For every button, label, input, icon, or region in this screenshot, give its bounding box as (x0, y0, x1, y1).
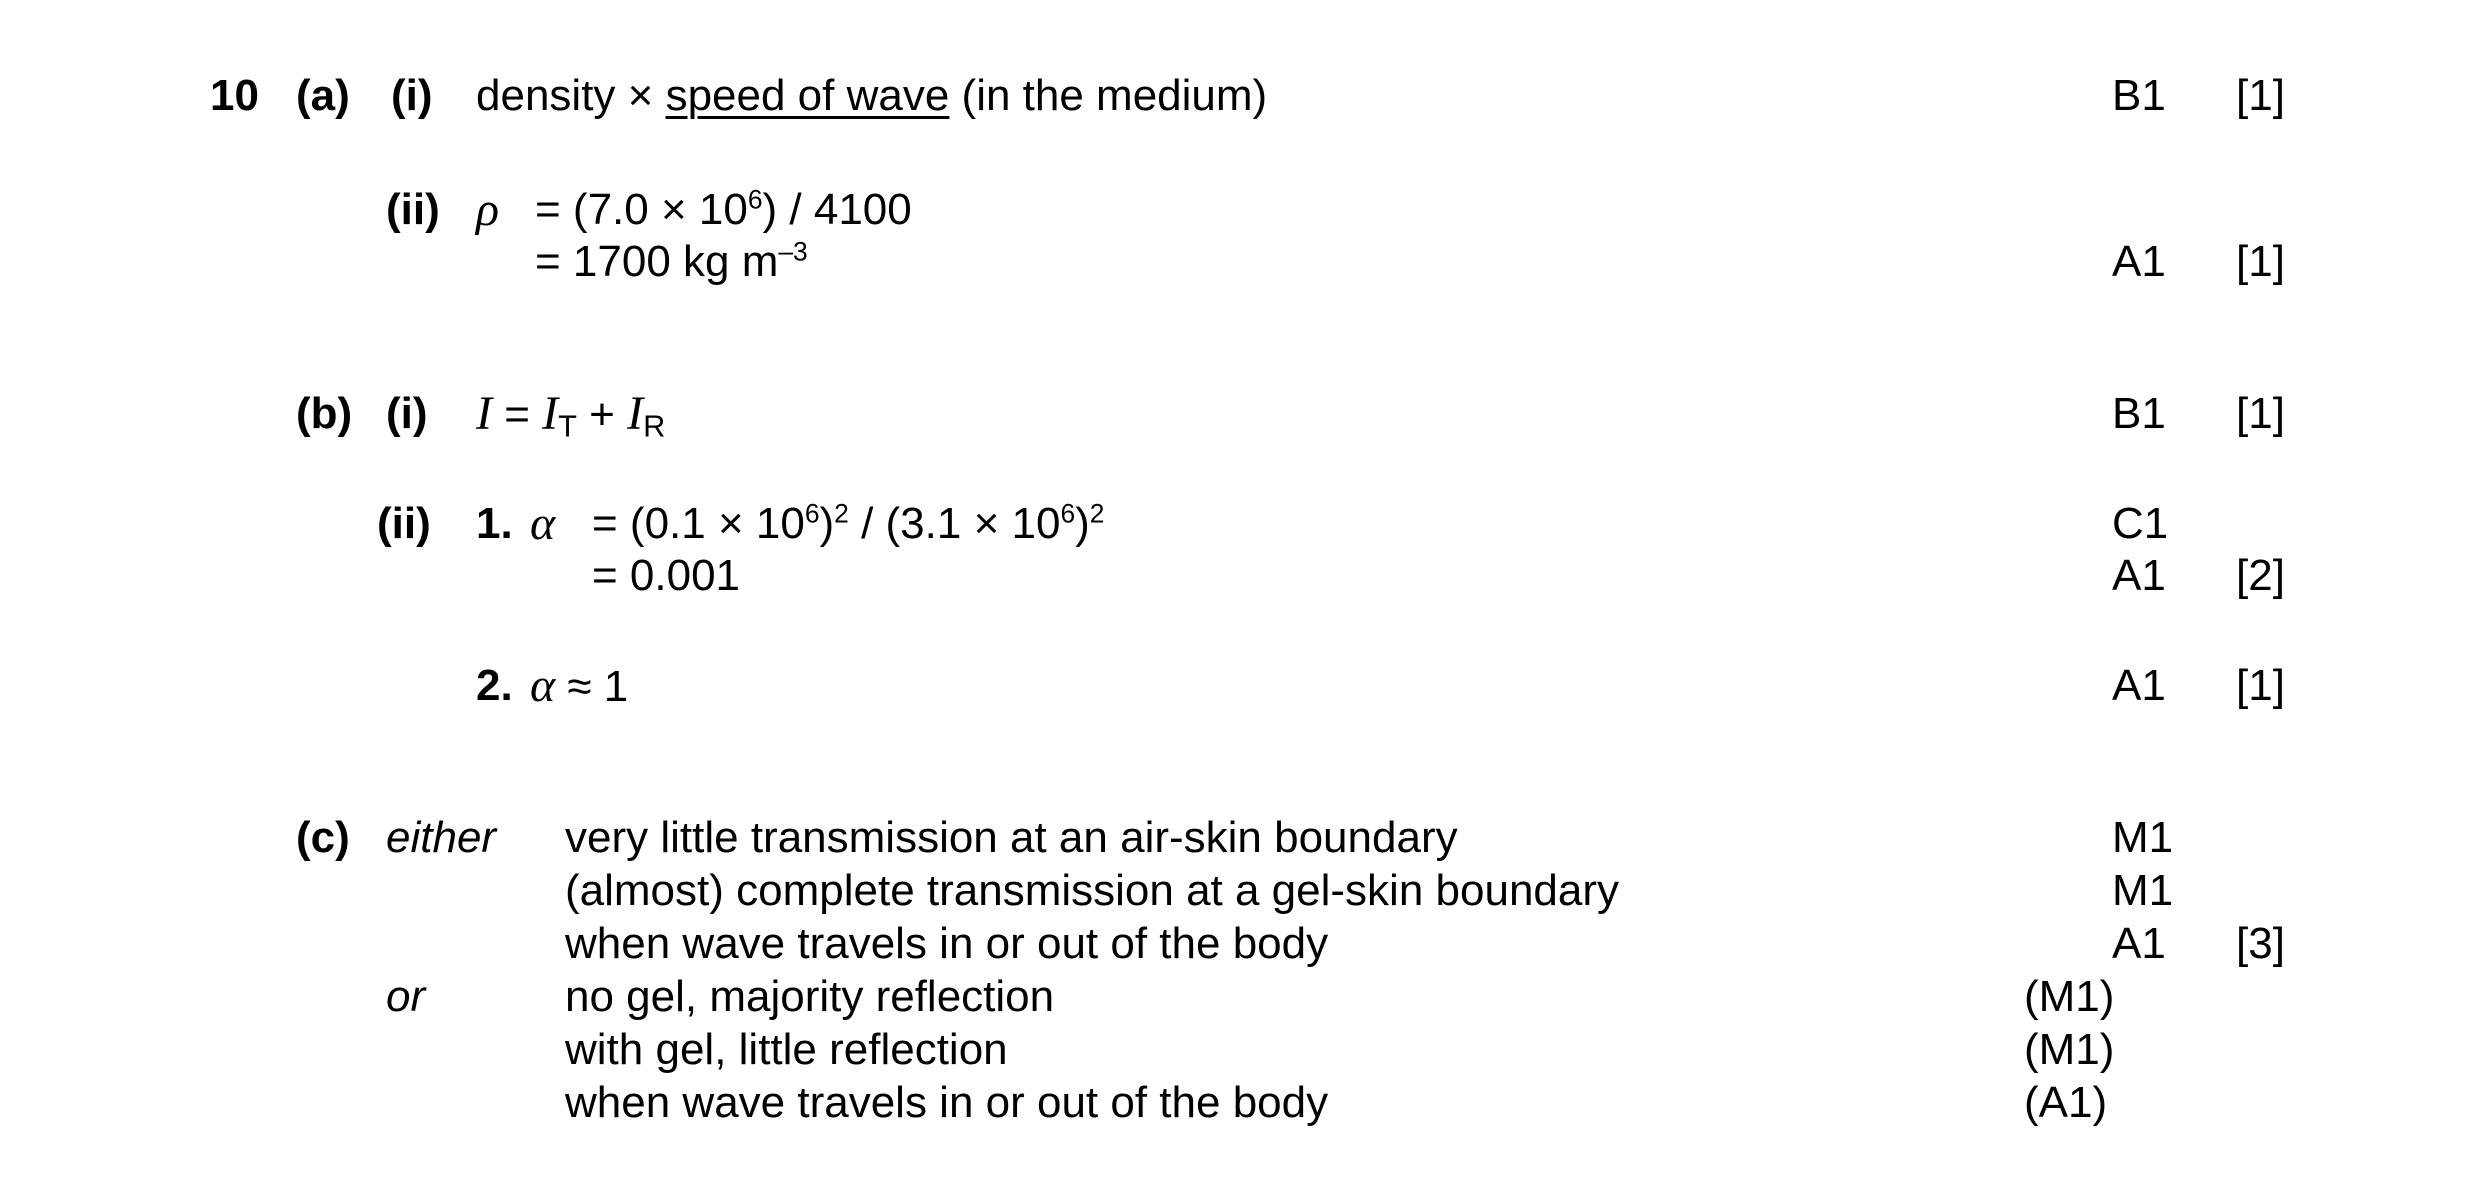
intensity-I: I (476, 387, 492, 440)
total-c: [3] (2236, 919, 2285, 968)
subpart-b-ii-label: (ii) (377, 499, 431, 548)
alpha-calc-d: ) (1075, 499, 1090, 548)
or-line-3: when wave travels in or out of the body (565, 1078, 1329, 1127)
answer-a-ii-line2-exp: –3 (778, 236, 808, 267)
part-c-label: (c) (296, 813, 350, 862)
answer-a-ii-line1-exp: 6 (747, 184, 763, 215)
alpha-symbol-1: α (530, 497, 556, 550)
answer-a-ii-line1 (535, 184, 912, 234)
equals-sign: = (491, 390, 543, 439)
mark-a-ii: A1 (2112, 237, 2166, 286)
subscript-T: T (558, 408, 577, 444)
answer-a-i-text-after: (in the medium) (949, 71, 1268, 120)
question-number: 10 (210, 71, 259, 120)
total-a-ii: [1] (2236, 237, 2285, 286)
intensity-IT: I (542, 387, 559, 440)
alpha-calc-b: ) (819, 499, 835, 548)
either-line-3: when wave travels in or out of the body (565, 919, 1329, 968)
answer-b-ii-2 (530, 659, 629, 712)
mark-or-1: (M1) (2024, 972, 2115, 1021)
or-line-2: with gel, little reflection (565, 1025, 1008, 1074)
total-b-ii-2: [1] (2236, 661, 2285, 710)
answer-b-ii-1-line1 (592, 498, 1105, 548)
answer-a-i-text-before: density × (476, 71, 666, 120)
mark-either-3: A1 (2112, 919, 2166, 968)
intensity-IR: I (627, 387, 644, 440)
plus-sign: + (576, 390, 628, 439)
alpha-calc-exp4: 2 (1089, 498, 1105, 529)
mark-b-ii-1-line1: C1 (2112, 499, 2169, 548)
subpart-a-i-label: (i) (391, 71, 433, 120)
alpha-symbol-2: α (530, 659, 556, 712)
alpha-calc-exp1: 6 (804, 498, 820, 529)
subpart-b-i-label: (i) (386, 389, 428, 438)
mark-either-2: M1 (2112, 866, 2174, 915)
total-b-ii-1: [2] (2236, 551, 2285, 600)
alpha-calc-exp2: 2 (834, 498, 849, 529)
answer-a-ii-line2-a: = 1700 kg m (535, 237, 779, 286)
alpha-approx: ≈ 1 (555, 662, 629, 711)
answer-b-i (476, 387, 666, 444)
part-1-label: 1. (476, 499, 513, 548)
either-line-2: (almost) complete transmission at a gel-skin boundary (565, 866, 1620, 915)
subpart-a-ii-label: (ii) (386, 185, 440, 234)
alpha-calc-c: / (3.1 × 10 (848, 499, 1061, 548)
mark-or-3: (A1) (2024, 1078, 2108, 1127)
rho-symbol: ρ (476, 183, 500, 236)
part-b-label: (b) (296, 389, 353, 438)
mark-or-2: (M1) (2024, 1025, 2115, 1074)
either-line-1: very little transmission at an air-skin boundary (565, 813, 1458, 862)
answer-a-ii-line1-b: ) / 4100 (762, 185, 912, 234)
either-label: either (386, 813, 497, 862)
answer-a-i-underlined: speed of wave (665, 71, 950, 120)
total-a-i: [1] (2236, 71, 2285, 120)
or-line-1: no gel, majority reflection (565, 972, 1055, 1021)
mark-either-1: M1 (2112, 813, 2174, 862)
answer-a-i (476, 71, 1268, 120)
answer-a-ii-line2 (535, 236, 808, 286)
mark-b-ii-2: A1 (2112, 661, 2166, 710)
mark-a-i: B1 (2112, 71, 2166, 120)
alpha-calc-exp3: 6 (1060, 498, 1076, 529)
or-label: or (386, 972, 426, 1021)
total-b-i: [1] (2236, 389, 2285, 438)
part-a-label: (a) (296, 71, 350, 120)
answer-a-ii-line1-a: = (7.0 × 10 (535, 185, 748, 234)
subscript-R: R (643, 408, 666, 444)
part-2-label: 2. (476, 661, 513, 710)
mark-b-ii-1-line2: A1 (2112, 551, 2166, 600)
alpha-calc-a: = (0.1 × 10 (592, 499, 805, 548)
mark-b-i: B1 (2112, 389, 2166, 438)
answer-b-ii-1-line2: = 0.001 (592, 551, 741, 600)
